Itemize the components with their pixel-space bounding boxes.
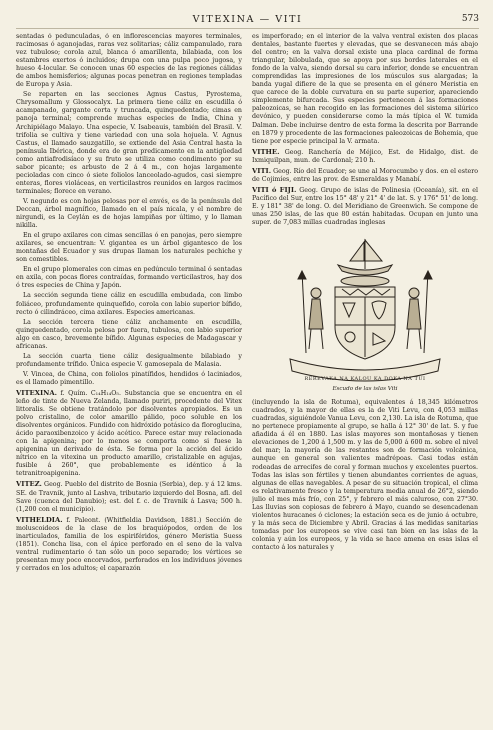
paragraph: En el grupo axilares con cimas sencillas ó en panojas, pero siempre axilares, se encuentran: V. gigantea es un árbol gigantesco de los montañas del Ecuador y sus drupas llaman los naturales pechiche y son comestibles. [16, 232, 242, 264]
paragraph: V. Vincea, de China, con foliolos pinatífidos, hendidos ó laciniados, es el llamado pimentillo. [16, 370, 242, 386]
entry-headword: VITI ó FIJI. [252, 185, 297, 194]
entry-body: f. Quím. C₁₄H₁₄O₅. Substancia que se encuentra en el leño de tinte de Nueva Zelanda, llamado puriri, procedente del Vitex littoralis. Se obtiene tratándolo por disolventes apropiados. Es un polvo cristalino, de color amarillo pálido, poco soluble en los disolventes orgánicos. Fundido con hidróxido potásico da floroglucina, ácido paraoxibenzoico y ácido acético. Parece estar muy relacionada con la apigenina; por lo menos se comporta como si fuese la apigenina un derivado de ésta. Se forma por la acción del ácido nítrico en la vitexina un producto amarillo, cristalizable en agujas, fusible á 260°, que probablemente es idéntico á la tetranitroapigenina. [16, 389, 242, 478]
entry-body: Geog. Río del Ecuador; se une al Morocumbo y dos. en el estero de Cojimíes, entre las prov. de Esmeraldas y Manabí. [252, 167, 478, 183]
entry-headword: VITHELDIA. [16, 515, 63, 524]
page-number: 573 [461, 14, 479, 24]
dictionary-entry [252, 186, 478, 227]
page-header [16, 14, 479, 29]
entry-headword: VITEXINA. [16, 388, 57, 397]
left-column [16, 33, 242, 723]
figure-caption: Escudo de las islas Viti [332, 386, 398, 393]
paragraph: La sección tercera tiene cáliz anchamente en escudilla, quinquedentado, corola pelosa por fuera, tubulosa, con labio superior algo en casco, brevemente bífido. Algunas especies de Madagascar y africanas. [16, 318, 242, 350]
entry-body: Geog. Grupo de islas de Polinesia (Oceanía), sit. en el Pacífico del Sur, entre los 15° 48' y 21° 4' de lat. S. y 176° 51' de long. E. y 181° 38' de long. O. del Meridiano de Greenwich. Se compone de unas 250 islas, de las que 80 están habitadas. Ocupan en junto una super. de 7,083 millas cuadradas inglesas [252, 186, 478, 227]
paragraph: Se reparten en las secciones Agnus Castus, Pyrostema, Chrysomallum y Glossocalyx. La primera tiene cáliz en escudilla ó acampanado, gargante corta y truncada, quinquedentado; cimas en panoja terminal; comprende muchas especies de India, China y Archipiélago Malayo. Una especie, V. Isabeauis, también del Brasil. V. trifolia se cultiva y tiene variedad con una sola hojuela. V. Agnus Castus, el llamado sauzgatillo, se extiende del Asia Central hasta la península Ibérica, donde era de gran predicamento en la antigüedad como antiafrodisíaco y su fruto se utiliza como condimento por su sabor picante; es arbusto de 2 á 4 m., con hojas largamente pecioladas con cinco ó siete foliolos lanceolado-agudos, casi siempre enteras, flores violáceas, en verticilastros reunidos en largos racimos terminales; florece en verano. [16, 91, 242, 195]
entry-headword: VITEZ. [16, 480, 42, 489]
entry-body: Geog. Ranchería de Méjico, Est. de Hidalgo, dist. de Ixmiquilpan, mun. de Cardonal; 210 h. [252, 148, 478, 164]
paragraph: La sección cuarta tiene cáliz desigualmente bilabiado y profundamente trífido. Única especie V. gamosepala de Malasia. [16, 352, 242, 368]
paragraph: sentadas ó pedunculadas, ó en inflorescencias mayores terminales, racimosas ó aganojadas, raras vez solitarias; cáliz campanulado, rara vez tubuloso; corola azul, blanca ó amarillenta, bilabiada, con los estambres exertos ó incluidos; drupa con una pulpa poco jugosa, y hueso 4-locular. Se conocen unas 60 especies de las regiones cálidas de ambos hemisferios; algunas pocas penetran en regiones templadas de Europa y Asia. [16, 33, 242, 89]
dictionary-entry [16, 389, 242, 479]
running-title: VITEXINA — VITI [192, 14, 303, 25]
entry-body: Geog. Pueblo del distrito de Bosnia (Serbia), dep. y á 12 kms. SE. de Travnik, junto al Lashva, tributario izquierdo del Bosna, afl. del Save (cuenca del Danubio); est. del f. c. de Travnik á Lasva; 500 h. (1,200 con el municipio). [16, 481, 242, 513]
coat-of-arms-illustration [280, 231, 450, 389]
dictionary-entry [252, 167, 478, 184]
entry-body: f. Paleont. (Whitfieldia Davidson, 1881.) Sección de moluscoideos de la clase de los braquiópodos, orden de los inarticulados, familia de los espiriféridos, género Meristia Suess (1851). Concha lisa, con el ápice perforado en el seno de la valva ventral rudimentario ó tan sólo un poco separado; los vértices se presentan muy poco encorvados, perforados en los individuos jóvenes y cerrados en los adultos; el caparazón [16, 516, 242, 572]
coat-of-arms-figure [252, 231, 478, 383]
dictionary-entry [252, 148, 478, 165]
right-column [252, 33, 478, 723]
paragraph: La sección segunda tiene cáliz en escudilla embudada, con limbo foliáceo, profundamente quinquefido, corola con labio superior bífido, recto ó cilindráceo, cima axilares. Especies americanas. [16, 292, 242, 316]
paragraph: (incluyendo la isla de Rotuma), equivalentes á 18,345 kilómetros cuadrados, y la mayor de ellas es la de Viti Levu, con 4,053 millas cuadradas, siguiéndole Vanua Levu, con 2,130. La isla de Rotuma, que no pertenece propiamente al grupo, se halla á 12° 30' de lat. S. y fue añadida á él en 1880. Las islas mayores son montañosas y tienen elevaciones de 1,200 á 1,500 m. y las de 5,000 á 600 m. sobre el nivel del mar; la mayoría de las restantes son de formación volcánica, aunque en general son valientes madrépoas. Casi todas están rodeadas de arrecifes de coral y forman muchos y excelentes puertos. Todas las islas son fértiles y tienen abundantes corrientes de aguas, algunas de ellas navegables. A pesar de su situación tropical, el clima es relativamente fresco y la temperatura media anual de 26°2, siendo julio el mes más frío, con 25°, y febrero el más caluroso, con 27°30. Las lluvias son copiosas de febrero á Mayo, cuando se desencadenan violentos huracanes ó ciclones; la estación seca es de junio á octubre, y la más seca de Diciembre y Abril. Gracias á las medidas sanitarias tomadas por los europeos se vive casi tan bien en las islas de la colonia y aún los europeos, y la vida se hace amena en esas islas el contacto á los naturales y [252, 399, 478, 551]
dictionary-entry [16, 516, 242, 573]
coat-of-arms-motto: REREVAKA NA KALOU KA DOKA NA TUI [304, 376, 426, 383]
paragraph: En el grupo plomerales con cimas en pedúnculo terminal ó sentadas en axila, con pocas flores contraídas, formando verticilastros, hay dos ó tres especies de China y Japón. [16, 266, 242, 290]
paragraph: es imperforado; en el interior de la valva ventral existen dos placas dentales, bastante fuertes y elevadas, que se desvanecen más abajo del centro; en la valva dorsal existe una placa cardinal de forma triangular, bilobulada, que se apoya por sus bordes laterales en el fondo de la valva, siendo dorsal su cara inferior, donde se encuentran comprendidas las impresiones de los músculos sus alargadas; la banda yugal difiere de la que se presenta en el género Meristia en que carece de la doble curvatura en su parte superior, apareciendo simplemente bifurcada. Sus especies pertenecen á las formaciones paleozoicas, se han recogido en las formaciones del sistema silúrico devónico, y pueden considerarse como la más típica el W. tumida Dalman. Debe incluirse dentro de esta forma la descrita por Barrande en 1879 y procedente de las formaciones paleozoicas de Bohemia, que tiene por especie principal la V. armata. [252, 33, 478, 145]
paragraph: V. negundo es con hojas pelosas por el envés, es de la península del Deccan, árbol magnífico, llamado en el país nicala, y el nombre de nirgundi, es la Ceylán es de hojas lampiñas por último, y lo llaman nikilla. [16, 197, 242, 230]
dictionary-entry [16, 480, 242, 513]
entry-headword: VITHE. [252, 147, 280, 156]
entry-headword: VITI. [252, 166, 272, 175]
